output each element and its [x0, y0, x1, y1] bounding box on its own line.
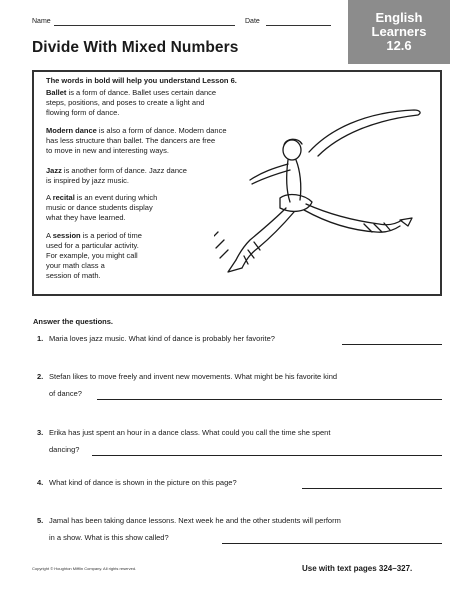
badge-line-1: English: [375, 10, 423, 25]
question-3: [37, 428, 442, 458]
ballet-dancer-illustration: [214, 90, 424, 280]
vocab-prefix: A: [46, 231, 53, 240]
question-text: Stefan likes to move freely and invent new movements. What might be his favorite kind: [49, 372, 338, 381]
vocab-line: is a form of dance. Ballet uses certain dance: [66, 88, 217, 97]
vocabulary-box: [32, 70, 442, 296]
vocab-line: is a period of time: [80, 231, 142, 240]
page-title: Divide With Mixed Numbers: [32, 39, 239, 56]
vocab-jazz: [46, 166, 187, 186]
badge-line-2: Learners: [371, 24, 427, 39]
answer-line-2[interactable]: [97, 399, 442, 400]
text-pages-note: Use with text pages 324–327.: [302, 564, 413, 573]
vocab-line: session of math.: [46, 271, 101, 280]
term-session: session: [52, 231, 81, 240]
vocab-line: is also a form of dance. Modern dance: [96, 126, 227, 135]
date-label: Date: [245, 18, 260, 25]
date-field[interactable]: [266, 25, 331, 26]
vocab-line: flowing form of dance.: [46, 108, 120, 117]
vocab-line: your math class a: [46, 261, 105, 270]
question-text: Erika has just spent an hour in a dance class. What could you call the time she spent: [49, 428, 331, 437]
question-number: 4.: [37, 478, 44, 487]
question-number: 3.: [37, 428, 44, 437]
name-label: Name: [32, 18, 51, 25]
vocab-line: is an event during which: [74, 193, 158, 202]
answer-line-5[interactable]: [222, 543, 442, 544]
question-1: [37, 334, 442, 348]
answer-line-3[interactable]: [92, 455, 442, 456]
vocab-line: is inspired by jazz music.: [46, 176, 129, 185]
term-recital: recital: [52, 193, 75, 202]
vocab-ballet: [46, 88, 216, 118]
vocab-recital: [46, 193, 157, 223]
question-4: [37, 478, 442, 492]
vocab-line: music or dance students display: [46, 203, 153, 212]
copyright-notice: Copyright © Houghton Mifflin Company. All rights reserved.: [32, 566, 137, 571]
question-number: 2.: [37, 372, 44, 381]
name-field[interactable]: [54, 25, 235, 26]
question-number: 1.: [37, 334, 44, 343]
vocab-line: to move in new and interesting ways.: [46, 146, 169, 155]
answer-line-1[interactable]: [342, 344, 442, 345]
vocab-session: [46, 231, 142, 281]
badge-line-3: 12.6: [386, 38, 412, 53]
term-modern-dance: Modern dance: [46, 126, 97, 135]
vocab-line: used for a particular activity.: [46, 241, 139, 250]
answer-line-4[interactable]: [302, 488, 442, 489]
vocab-line: is another form of dance. Jazz dance: [61, 166, 187, 175]
term-jazz: Jazz: [46, 166, 62, 175]
question-text-continued: in a show. What is this show called?: [49, 533, 169, 542]
question-text: Jamal has been taking dance lessons. Next week he and the other students will perform: [49, 516, 341, 525]
vocab-intro: The words in bold will help you understand Lesson 6.: [46, 76, 237, 85]
vocab-modern-dance: [46, 126, 227, 156]
vocab-prefix: A: [46, 193, 53, 202]
question-5: [37, 516, 442, 546]
question-text-continued: of dance?: [49, 389, 82, 398]
vocab-line: has less structure than ballet. The dancers are free: [46, 136, 216, 145]
english-learners-badge: [348, 0, 450, 64]
vocab-line: steps, positions, and poses to create a light and: [46, 98, 205, 107]
question-text: Maria loves jazz music. What kind of dance is probably her favorite?: [49, 334, 275, 343]
question-2: [37, 372, 442, 402]
question-text: What kind of dance is shown in the picture on this page?: [49, 478, 237, 487]
term-ballet: Ballet: [46, 88, 67, 97]
vocab-line: what they have learned.: [46, 213, 126, 222]
question-number: 5.: [37, 516, 44, 525]
question-text-continued: dancing?: [49, 445, 80, 454]
vocab-line: For example, you might call: [46, 251, 138, 260]
instructions: Answer the questions.: [33, 317, 114, 326]
